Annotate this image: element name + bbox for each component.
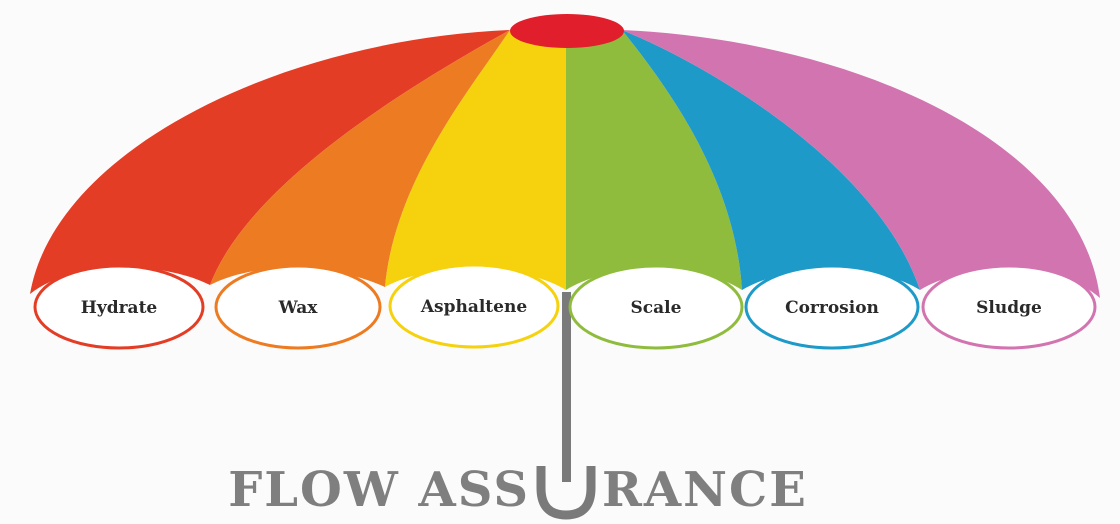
label-asphaltene [390, 265, 558, 347]
label-corrosion [746, 266, 918, 348]
label-hydrate [35, 266, 203, 348]
label-text-hydrate: Hydrate [80, 298, 158, 318]
title-left: FLOW ASS [228, 462, 530, 518]
label-sludge [923, 266, 1095, 348]
label-scale [570, 266, 742, 348]
umbrella-shaft [562, 292, 571, 482]
label-text-wax: Wax [278, 298, 318, 318]
label-text-scale: Scale [630, 298, 682, 318]
label-text-corrosion: Corrosion [785, 298, 879, 318]
label-text-sludge: Sludge [976, 298, 1042, 318]
title-right: RANCE [602, 462, 808, 518]
label-text-asphaltene: Asphaltene [420, 297, 528, 317]
label-wax [216, 266, 380, 348]
umbrella-tip [510, 14, 624, 48]
